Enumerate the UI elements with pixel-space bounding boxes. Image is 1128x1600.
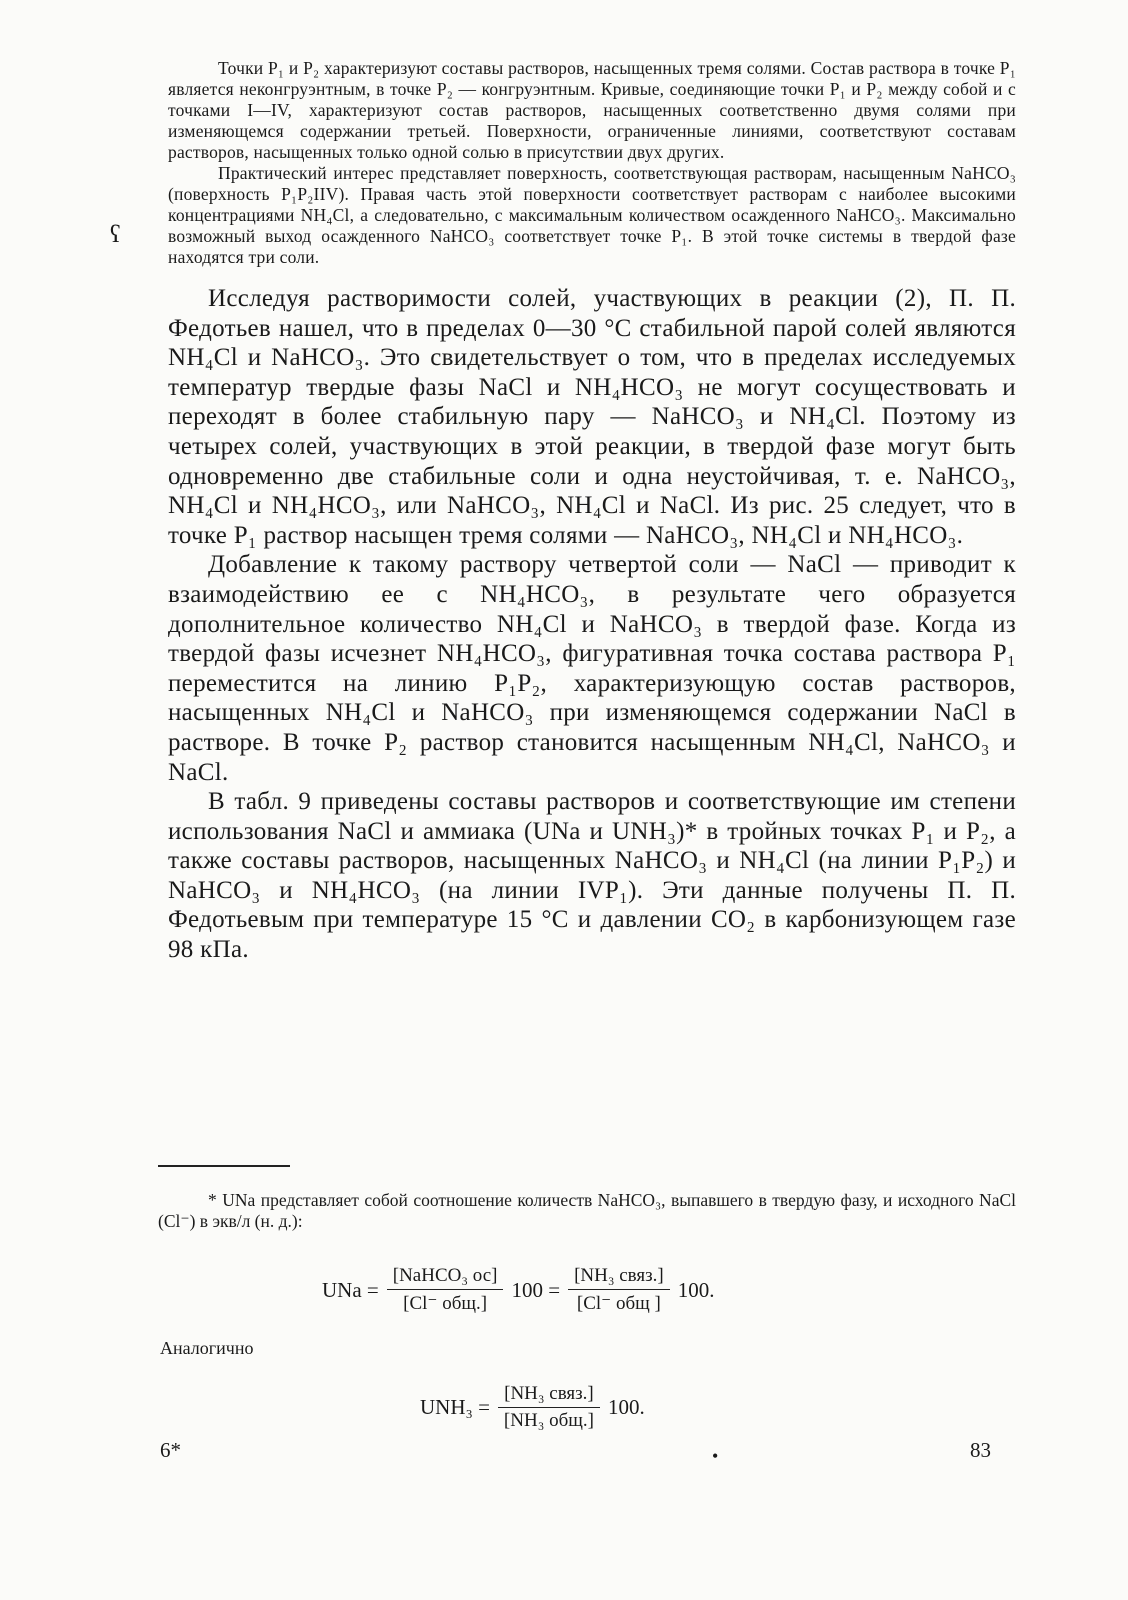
analog-label: Аналогично [160,1338,254,1358]
margin-mark: ʕ [110,222,121,248]
speck-mark: • [712,1446,719,1466]
page-body [168,58,1016,965]
formula-u-na [322,1265,714,1315]
fraction-3 [498,1383,600,1432]
fraction-2-denominator: [Cl⁻ общ ] [576,1293,661,1314]
fraction-1-numerator: [NaHCO₃ ос] [387,1265,504,1290]
fraction-3-numerator: [NH₃ связ.] [498,1383,600,1408]
main-paragraph-1: Исследуя растворимости солей, участвующих в реакции (2), П. П. Федотьев нашел, что в пределах 0—30 °С стабильной парой солей являются NH₄Cl и NaHCO₃. Это свидетельствует о том, что в пределах исследуемых температур твердые фазы NaCl и NH₄HCO₃ не могут сосуществовать и переходят в более стабильную пару — NaHCO₃ и NH₄Cl. Поэтому из четырех солей, участвующих в этой реакции, в твердой фазе могут быть одновременно две стабильные соли и одна неустойчивая, т. е. NaHCO₃, NH₄Cl и NH₄HCO₃, или NaHCO₃, NH₄Cl и NaCl. Из рис. 25 следует, что в точке P₁ раствор насыщен тремя солями — NaHCO₃, NH₄Cl и NH₄HCO₃. [168,285,1016,549]
formula-u-na-lhs: UNa = [322,1277,379,1302]
small-paragraph-1: Точки P₁ и P₂ характеризуют составы растворов, насыщенных тремя солями. Состав раствора в точке P₁ является неконгруэнтным, в точке P₂ — конгруэнтным. Кривые, соединяющие точки P₁ и P₂ между собой и с точками I—IV, характеризуют состав растворов, насыщенных соответственно двумя солями при изменяющемся содержании третьей. Поверхности, ограниченные линиями, соответствуют составам растворов, насыщенных только одной солью в присутствии двух других. [168,58,1016,162]
small-print-section [168,58,1016,268]
formula-u-nh3 [420,1383,645,1432]
main-paragraph-3: В табл. 9 приведены составы растворов и соответствующие им степени использования NaCl и аммиака (UNa и UNH₃)* в тройных точках P₁ и P₂, а также составы растворов, насыщенных NaHCO₃ и NH₄Cl (на линии P₁P₂) и NaHCO₃ и NH₄HCO₃ (на линии IVP₁). Эти данные получены П. П. Федотьевым при температуре 15 °С и давлении CO₂ в карбонизующем газе 98 кПа. [168,788,1016,964]
footnote-rule [158,1165,290,1167]
page-number: 83 [970,1438,991,1462]
main-text-section [168,284,1016,965]
fraction-3-denominator: [NH₃ общ.] [503,1410,594,1431]
fraction-2 [568,1265,670,1315]
fraction-1-denominator: [Cl⁻ общ.] [403,1293,488,1314]
formula-u-nh3-tail: 100. [607,1395,645,1419]
fraction-1 [387,1265,504,1315]
formula-u-na-tail: 100. [677,1277,715,1302]
small-paragraph-2: Практический интерес представляет поверхность, соответствующая растворам, насыщенным NaHCO₃ (поверхность P₁P₂IIV). Правая часть этой поверхности соответствует растворам с наиболее высокими концентрациями NH₄Cl, а следовательно, с максимальным количеством осажденного NaHCO₃. Максимально возможный выход осажденного NaHCO₃ соответствует точке P₁. В этой точке системы в твердой фазе находятся три соли. [168,163,1016,267]
main-paragraph-2: Добавление к такому раствору четвертой соли — NaCl — приводит к взаимодействию ее с NH₄HCO₃, в результате чего образуется дополнительное количество NH₄Cl и NaHCO₃ в твердой фазе. Когда из твердой фазы исчезнет NH₄HCO₃, фигуративная точка состава раствора P₁ переместится на линию P₁P₂, характеризующую состав растворов, насыщенных NH₄Cl и NaHCO₃ при изменяющемся содержании NaCl в растворе. В точке P₂ раствор становится насыщенным NH₄Cl, NaHCO₃ и NaCl. [168,551,1016,786]
signature-mark: 6* [160,1438,181,1462]
fraction-2-numerator: [NH₃ связ.] [568,1265,670,1290]
formula-u-na-mid: 100 = [511,1277,561,1302]
footnote [158,1190,1016,1232]
formula-u-nh3-lhs: UNH₃ = [420,1395,490,1419]
footnote-text: * UNa представляет собой соотношение количеств NaHCO₃, выпавшего в твердую фазу, и исходного NaCl (Cl⁻) в экв/л (н. д.): [158,1190,1016,1231]
